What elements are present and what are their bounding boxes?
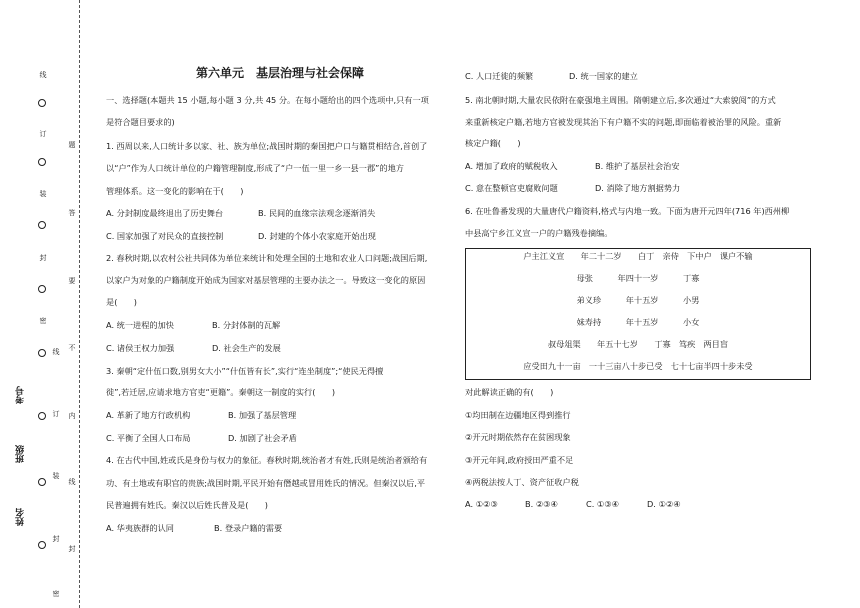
q1-option-c[interactable]: C. 国家加强了对民众的直接控制 [106, 231, 224, 241]
binding-hole [38, 99, 46, 107]
page-title: 第六单元 基层治理与社会保障 [195, 66, 364, 80]
binding-char: 不 [68, 344, 76, 351]
q6-option-c[interactable]: C. ①③④ [586, 499, 619, 509]
question-4-text: 4. 在古代中国,姓或氏是身份与权力的象征。春秋时期,统治者才有姓,氏则是统治者颁给有 [106, 455, 428, 465]
register-row: 母张 年四十一岁 丁寡 [576, 273, 700, 283]
household-register-box [465, 248, 811, 380]
binding-char: 封 [68, 545, 76, 552]
binding-char: 封 [39, 254, 47, 261]
register-row: 弟义珍 年十五岁 小男 [576, 295, 700, 305]
q2-option-c[interactable]: C. 诸侯王权力加强 [106, 343, 175, 353]
binding-hole [38, 158, 46, 166]
question-5-text: 来重新核定户籍,若地方官被发现其治下有户籍不实的问题,即面临着被治罪的风险。重新 [465, 117, 782, 127]
binding-char: 要 [68, 277, 76, 284]
binding-hole [38, 349, 46, 357]
question-2-text: 2. 春秋时期,以农村公社共同体为单位来统计和处理全国的土地和农业人口问题;战国后期, [106, 253, 428, 263]
q5-option-c[interactable]: C. 意在整顿官吏腐败问题 [465, 183, 558, 193]
binding-char: 订 [39, 130, 47, 137]
binding-hole [38, 478, 46, 486]
question-4-text: 民普遍拥有姓氏。秦汉以后姓氏普及是( ) [106, 500, 268, 510]
binding-char: 线 [39, 71, 47, 78]
q5-option-b[interactable]: B. 维护了基层社会治安 [595, 161, 680, 171]
q1-option-d[interactable]: D. 封建的个体小农家庭开始出现 [258, 231, 376, 241]
binding-char: 装 [52, 472, 60, 479]
q1-option-b[interactable]: B. 民间的血缘宗法观念逐渐消失 [258, 208, 376, 218]
question-6-prompt: 对此解读正确的有( ) [465, 387, 554, 397]
binding-char: 线 [52, 348, 60, 355]
question-5-text: 核定户籍( ) [465, 138, 521, 148]
question-6-text: 中县高宁乡江义宣一户的户籍残卷摘编。 [465, 228, 613, 238]
binding-hole [38, 412, 46, 420]
binding-hole [38, 221, 46, 229]
q6-option-a[interactable]: A. ①②③ [465, 499, 498, 509]
binding-char: 内 [68, 412, 76, 419]
binding-char: 装 [39, 190, 47, 197]
q4-option-a[interactable]: A. 华夷族群的认同 [106, 523, 174, 533]
q2-option-d[interactable]: D. 社会生产的发展 [212, 343, 281, 353]
section-heading: 一、选择题(本题共 15 小题,每小题 3 分,共 45 分。在每小题给出的四个选项中,只有一项 [106, 95, 429, 105]
binding-hole [38, 541, 46, 549]
name-label: 姓名 [16, 508, 26, 526]
q2-option-b[interactable]: B. 分封体制的瓦解 [212, 320, 281, 330]
register-row: 叔母俎渠 年五十七岁 丁寡 笃疾 两目盲 [547, 339, 729, 349]
binding-char: 订 [52, 410, 60, 417]
binding-char: 密 [52, 590, 60, 597]
q6-option-b[interactable]: B. ②③④ [525, 499, 558, 509]
statement-4: ④两税法按人丁、资产征收户税 [465, 477, 579, 487]
question-1-text: 以“户”作为人口统计单位的户籍管理制度,形成了“户一伍一里一乡一县一郡”的地方 [106, 163, 404, 173]
q3-option-b[interactable]: B. 加强了基层管理 [228, 410, 297, 420]
question-3-text: 3. 秦朝“定什伍口数,别男女大小”“什伍皆有长”,实行“连坐制度”;“使民无得擅 [106, 366, 384, 376]
q1-option-a[interactable]: A. 分封制度最终退出了历史舞台 [106, 208, 224, 218]
binding-char: 封 [52, 535, 60, 542]
q3-option-c[interactable]: C. 平衡了全国人口布局 [106, 433, 191, 443]
statement-1: ①均田制在边疆地区得到推行 [465, 410, 571, 420]
binding-char: 题 [68, 141, 76, 148]
q2-option-a[interactable]: A. 统一进程的加快 [106, 320, 174, 330]
binding-char: 密 [39, 317, 47, 324]
question-2-text: 以家户为对象的户籍制度开始成为国家对基层管理的主要办法之一。导致这一变化的原因 [106, 275, 426, 285]
statement-3: ③开元年间,政府授田严重不足 [465, 455, 574, 465]
binding-dashed-line [79, 0, 80, 608]
q3-option-a[interactable]: A. 革新了地方行政机构 [106, 410, 191, 420]
q4-option-b[interactable]: B. 登录户籍的需要 [214, 523, 283, 533]
q5-option-a[interactable]: A. 增加了政府的赋税收入 [465, 161, 558, 171]
binding-char: 线 [68, 478, 76, 485]
q6-option-d[interactable]: D. ①②④ [647, 499, 681, 509]
register-row: 妹寿持 年十五岁 小女 [576, 317, 700, 327]
binding-hole [38, 285, 46, 293]
register-row: 应受田九十一亩 一十三亩八十步已受 七十七亩半四十步未受 [523, 361, 753, 371]
exam-number-label: 考号 [16, 386, 26, 404]
question-4-text: 功、有土地或有职官的贵族;战国时期,平民开始有僭越或冒用姓氏的情况。但秦汉以后,平 [106, 478, 426, 488]
binding-char: 答 [68, 209, 76, 216]
question-6-text: 6. 在吐鲁番发现的大量唐代户籍资料,格式与内地一致。下面为唐开元四年(716 年)西州柳 [465, 206, 790, 216]
q4-option-c[interactable]: C. 人口迁徙的频繁 [465, 71, 534, 81]
register-row: 户主江义宣 年二十二岁 白丁 亲侍 下中户 课户不输 [523, 251, 753, 261]
question-3-text: 徙”,若迁居,应请求地方官吏“更籍”。秦朝这一制度的实行( ) [106, 387, 336, 397]
statement-2: ②开元时期依然存在贫困现象 [465, 432, 571, 442]
class-label: 班级 [16, 445, 26, 463]
section-heading-cont: 是符合题目要求的) [106, 117, 175, 127]
q4-option-d[interactable]: D. 统一国家的建立 [569, 71, 638, 81]
question-5-text: 5. 南北朝时期,大量农民依附在豪强地主周围。隋朝建立后,多次通过“大索貌阅”的方式 [465, 95, 776, 105]
question-2-text: 是( ) [106, 297, 137, 307]
question-1-text: 管理体系。这一变化的影响在于( ) [106, 186, 244, 196]
question-1-text: 1. 西周以来,人口统计多以家、社、族为单位;战国时期的秦国把户口与籍贯相结合,首创了 [106, 141, 428, 151]
q3-option-d[interactable]: D. 加剧了社会矛盾 [228, 433, 297, 443]
q5-option-d[interactable]: D. 消除了地方割据势力 [595, 183, 681, 193]
